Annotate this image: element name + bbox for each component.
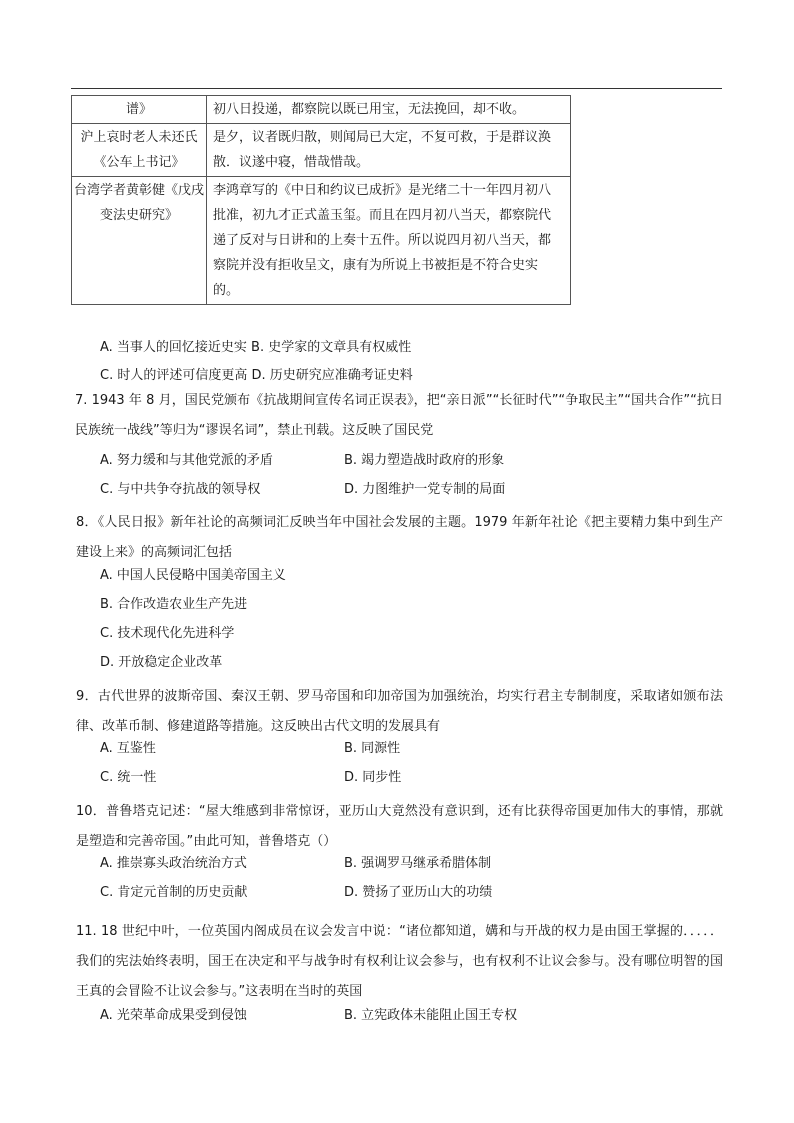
q10-option-c: C. 肯定元首制的历史贡献 xyxy=(100,885,248,900)
q11-option-a: A. 光荣革命成果受到侵蚀 xyxy=(100,1008,247,1023)
q10-option-b: B. 强调罗马继承希腊体制 xyxy=(344,856,492,871)
q9-option-b: B. 同源性 xyxy=(344,741,401,756)
q7-option-c: C. 与中共争夺抗战的领导权 xyxy=(100,482,261,497)
table-row xyxy=(72,124,571,177)
q6-options-line2: C. 时人的评述可信度更高 D. 历史研究应准确考证史料 xyxy=(100,368,413,383)
q7-stem: 7. 1943 年 8 月，国民党颁布《抗战期间宣传名词正误表》，把“亲日派”“长征时代”“争取民主”“国共合作”“抗日民族统一战线”等归为“谬误名词”，禁止刊载。这反映了国民党 xyxy=(75,393,723,438)
q7-option-a: A. 努力缓和与其他党派的矛盾 xyxy=(100,453,273,468)
q6-options-line1: A. 当事人的回忆接近史实 B. 史学家的文章具有权威性 xyxy=(100,340,412,355)
q10-option-d: D. 赞扬了亚历山大的功绩 xyxy=(344,885,493,900)
q8-option-d: D. 开放稳定企业改革 xyxy=(100,655,223,670)
q7-option-b: B. 竭力塑造战时政府的形象 xyxy=(344,453,505,468)
source-cell: 台湾学者黄彰健《戊戌变法史研究》 xyxy=(72,177,207,305)
content-cell: 初八日投递，都察院以既已用宝，无法挽回，却不收。 xyxy=(207,96,571,124)
q11-stem: 11. 18 世纪中叶，一位英国内阁成员在议会发言中说：“诸位都知道，媾和与开战的权力是由国王掌握的．．．．．我们的宪法始终表明，国王在决定和平与战争时有权利让议会参与，也有权利不让议会参与。没有哪位明智的国王真的会冒险不让议会参与。”这表明在当时的英国 xyxy=(76,924,723,999)
q9-stem: 9．古代世界的波斯帝国、秦汉王朝、罗马帝国和印加帝国为加强统治，均实行君主专制制度，采取诸如颁布法律、改革币制、修建道路等措施。这反映出古代文明的发展具有 xyxy=(76,689,723,734)
source-cell: 沪上哀时老人未还氏《公车上书记》 xyxy=(72,124,207,177)
q10-option-a: A. 推崇寡头政治统治方式 xyxy=(100,856,247,871)
table-row xyxy=(72,96,571,124)
q9-option-c: C. 统一性 xyxy=(100,770,157,785)
q9-option-a: A. 互鉴性 xyxy=(100,741,156,756)
q7-option-d: D. 力图维护一党专制的局面 xyxy=(344,482,506,497)
content-cell: 是夕，议者既归散，则闻局已大定，不复可救，于是群议涣散．议遂中寝，惜哉惜哉。 xyxy=(207,124,571,177)
q8-stem: 8．《人民日报》新年社论的高频词汇反映当年中国社会发展的主题。1979 年新年社论《把主要精力集中到生产建设上来》的高频词汇包括 xyxy=(76,515,723,560)
source-cell: 谱》 xyxy=(72,96,207,124)
q8-option-c: C. 技术现代化先进科学 xyxy=(100,626,235,641)
q11-option-b: B. 立宪政体未能阻止国王专权 xyxy=(344,1008,518,1023)
source-table xyxy=(71,95,571,305)
content-cell: 李鸿章写的《中日和约议已成折》是光绪二十一年四月初八批准，初九才正式盖玉玺。而且在四月初八当天，都察院代递了反对与日讲和的上奏十五件。所以说四月初八当天，都察院并没有拒收呈文，康有为所说上书被拒是不符合史实的。 xyxy=(207,177,571,305)
q8-option-a: A. 中国人民侵略中国美帝国主义 xyxy=(100,568,286,583)
q8-option-b: B. 合作改造农业生产先进 xyxy=(100,597,248,612)
header-rule xyxy=(71,88,722,89)
table-row xyxy=(72,177,571,305)
q9-option-d: D. 同步性 xyxy=(344,770,402,785)
q10-stem: 10．普鲁塔克记述：“屋大维感到非常惊讶，亚历山大竟然没有意识到，还有比获得帝国更加伟大的事情，那就是塑造和完善帝国。”由此可知，普鲁塔克（） xyxy=(76,804,723,849)
